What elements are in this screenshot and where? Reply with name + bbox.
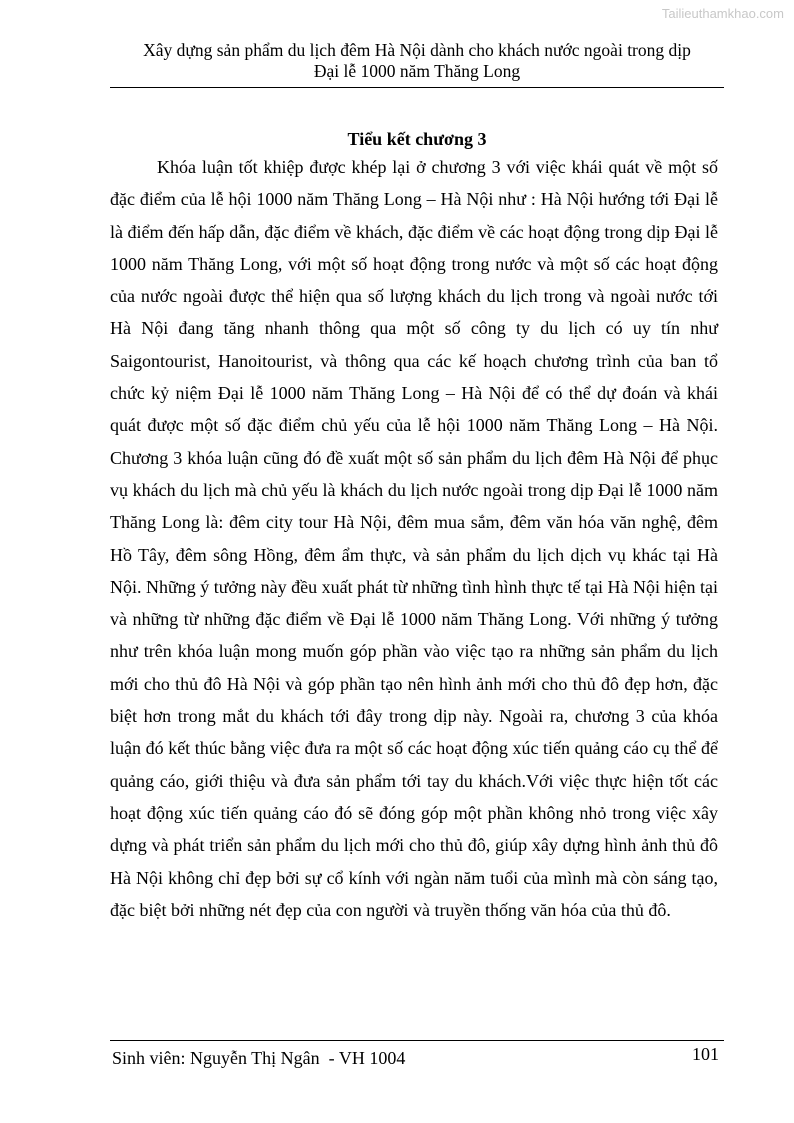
body-paragraph: Khóa luận tốt khiệp được khép lại ở chương 3 với việc khái quát về một số đặc điểm của lễ hội 1000 năm Thăng Long – Hà Nội như : Hà Nội hướng tới Đại lễ là điểm đến hấp dẫn, đặc điểm về khách, đặc điểm về các hoạt động trong dịp Đại lễ 1000 năm Thăng Long, với một số hoạt động trong nước và một số các hoạt động của nước ngoài được thể hiện qua số lượng khách du lịch trong và ngoài nước tới Hà Nội đang tăng nhanh thông qua một số công ty du lịch có uy tín như Saigontourist, Hanoitourist, và thông qua các kế hoạch chương trình của ban tổ chức kỷ niệm Đại lễ 1000 năm Thăng Long – Hà Nội để có thể dự đoán và khái quát được một số đặc điểm chủ yếu của lễ hội 1000 năm Thăng Long – Hà Nội. Chương 3 khóa luận cũng đó đề xuất một số sản phẩm du lịch đêm Hà Nội để phục vụ khách du lịch mà chủ yếu là khách du lịch nước ngoài trong dịp Đại lễ 1000 năm Thăng Long là: đêm city tour Hà Nội, đêm mua sắm, đêm văn hóa văn nghệ, đêm Hồ Tây, đêm sông Hồng, đêm ẩm thực, và sản phẩm du lịch dịch vụ khác tại Hà Nội. Những ý tưởng này đều xuất phát từ những tình hình thực tế tại Hà Nội hiện tại và những từ những đặc điểm về Đại lễ 1000 năm Thăng Long. Với những ý tưởng như trên khóa luận mong muốn góp phần vào việc tạo ra những sản phẩm du lịch mới cho thủ đô Hà Nội và góp phần tạo nên hình ảnh mới cho thủ đô đẹp hơn, đặc biệt hơn trong mắt du khách tới đây trong dịp này. Ngoài ra, chương 3 của khóa luận đó kết thúc bằng việc đưa ra một số các hoạt động xúc tiến quảng cáo cụ thể để quảng cáo, giới thiệu và đưa sản phẩm tới tay du khách.Với việc thực hiện tốt các hoạt động xúc tiến quảng cáo đó sẽ đóng góp một phần không nhỏ trong việc xây dựng và phát triển sản phẩm du lịch mới cho thủ đô, giúp xây dựng hình ảnh thủ đô Hà Nội không chỉ đẹp bởi sự cổ kính với ngàn năm tuổi của mình mà còn sáng tạo, đặc biệt bởi những nét đẹp của con người và truyền thống văn hóa của thủ đô. — [110, 157, 718, 920]
running-header-line-2: Đại lễ 1000 năm Thăng Long — [313, 61, 521, 81]
running-header-line-1: Xây dựng sản phẩm du lịch đêm Hà Nội dành cho khách nước ngoài trong dịp — [143, 40, 691, 60]
footer-divider — [110, 1040, 724, 1041]
footer-author: Sinh viên: Nguyễn Thị Ngân - VH 1004 — [112, 1048, 406, 1068]
page-number: 101 — [692, 1044, 719, 1064]
header-divider — [110, 87, 724, 88]
section-title: Tiểu kết chương 3 — [347, 129, 487, 149]
watermark: Tailieuthamkhao.com — [661, 6, 784, 21]
running-header — [110, 40, 724, 82]
